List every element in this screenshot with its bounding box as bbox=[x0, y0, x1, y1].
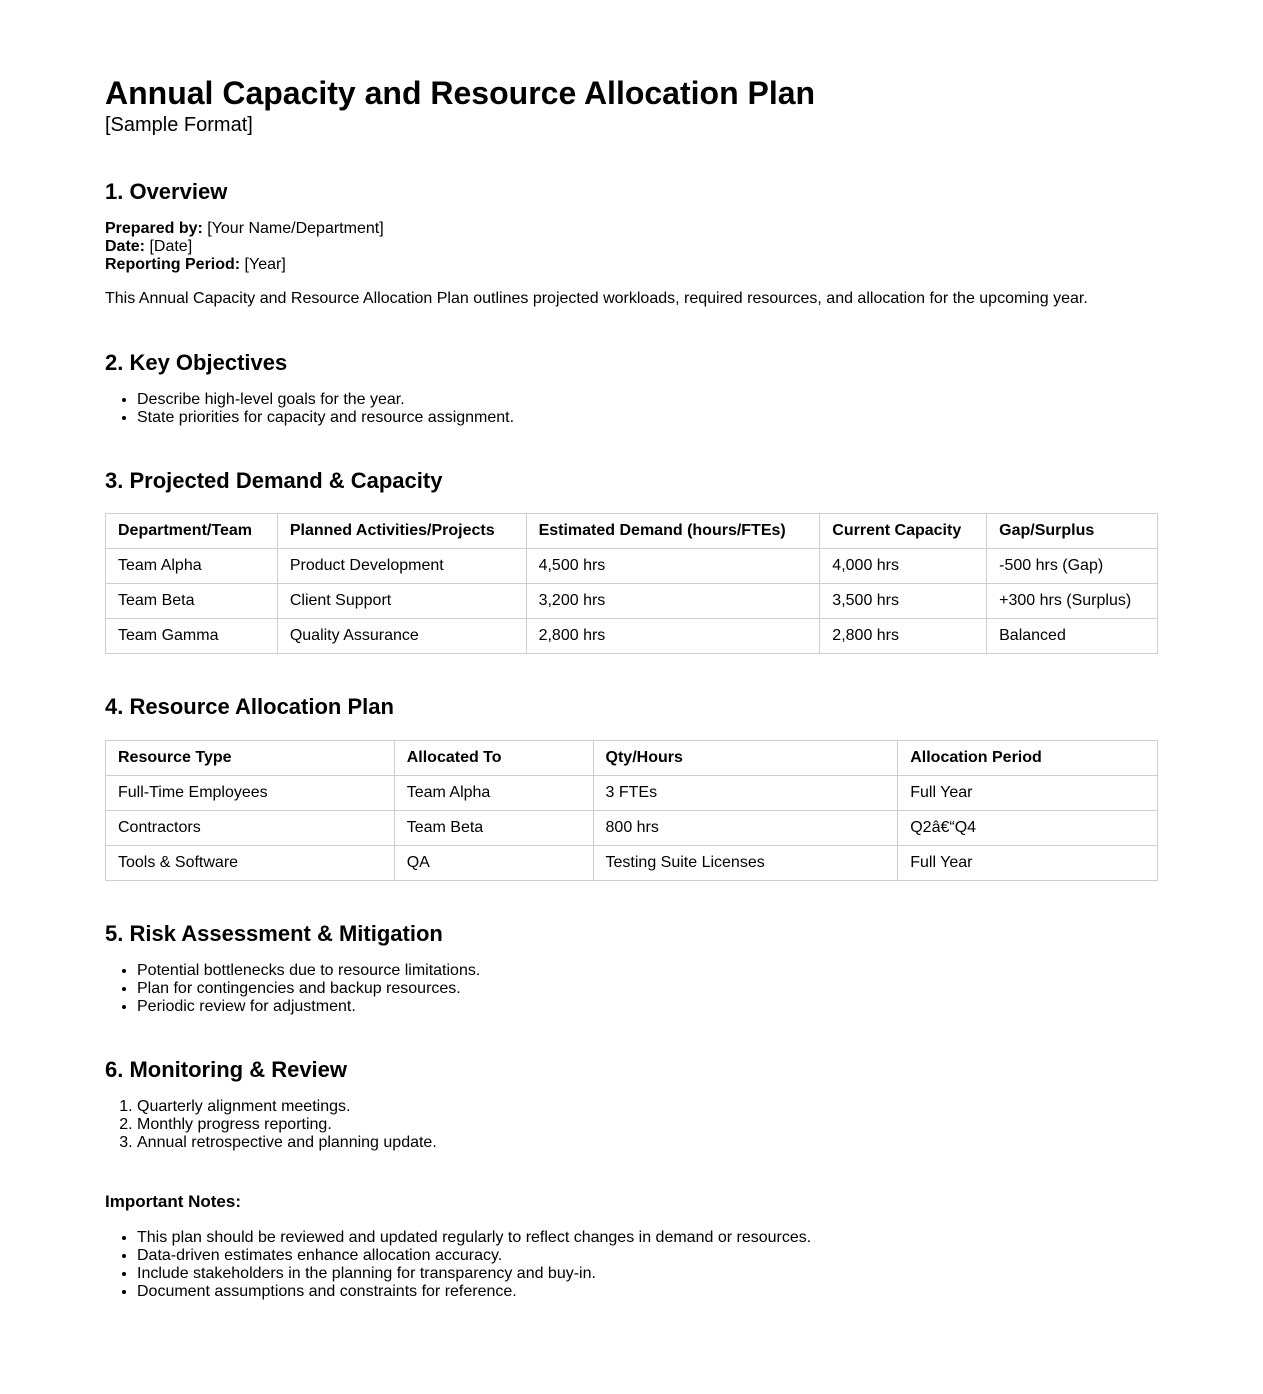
list-item: • State priorities for capacity and resource assignment. bbox=[137, 409, 514, 427]
table-cell: Testing Suite Licenses bbox=[593, 846, 898, 881]
monitoring-list bbox=[105, 1098, 437, 1152]
monitoring-heading: 6. Monitoring & Review bbox=[105, 1057, 348, 1082]
table-cell: 4,500 hrs bbox=[526, 549, 820, 584]
notes-list bbox=[105, 1229, 811, 1301]
table-cell: 3,500 hrs bbox=[820, 584, 987, 619]
page-title: Annual Capacity and Resource Allocation Plan bbox=[105, 75, 816, 111]
table-cell: Team Beta bbox=[106, 584, 278, 619]
list-item: • Describe high-level goals for the year. bbox=[137, 391, 514, 409]
table-cell: Team Alpha bbox=[394, 776, 593, 811]
list-item: • Include stakeholders in the planning for transparency and buy-in. bbox=[137, 1265, 811, 1283]
table-cell: Full Year bbox=[898, 776, 1158, 811]
column-header: Planned Activities/Projects bbox=[277, 514, 526, 549]
demand-table bbox=[105, 513, 1158, 654]
table-row bbox=[106, 619, 1158, 654]
date-value: [Date] bbox=[145, 238, 193, 255]
table-cell: Client Support bbox=[277, 584, 526, 619]
table-cell: Full Year bbox=[898, 846, 1158, 881]
column-header: Allocation Period bbox=[898, 741, 1158, 776]
table-cell: -500 hrs (Gap) bbox=[987, 549, 1158, 584]
reporting-period-label: Reporting Period: bbox=[105, 256, 241, 273]
table-cell: Contractors bbox=[106, 811, 395, 846]
risk-heading: 5. Risk Assessment & Mitigation bbox=[105, 921, 443, 946]
date-line bbox=[105, 238, 384, 256]
demand-heading: 3. Projected Demand & Capacity bbox=[105, 468, 443, 493]
table-cell: Q2â€“Q4 bbox=[898, 811, 1158, 846]
notes-title: Important Notes: bbox=[105, 1192, 241, 1211]
table-cell: 3,200 hrs bbox=[526, 584, 820, 619]
list-item: • Plan for contingencies and backup resources. bbox=[137, 980, 480, 998]
table-row bbox=[106, 846, 1158, 881]
table-cell: Balanced bbox=[987, 619, 1158, 654]
list-item: 3. Annual retrospective and planning update. bbox=[137, 1134, 437, 1152]
table-cell: 800 hrs bbox=[593, 811, 898, 846]
table-cell: Tools & Software bbox=[106, 846, 395, 881]
column-header: Department/Team bbox=[106, 514, 278, 549]
reporting-period-line bbox=[105, 256, 384, 274]
table-cell: Product Development bbox=[277, 549, 526, 584]
table-cell: Quality Assurance bbox=[277, 619, 526, 654]
table-cell: QA bbox=[394, 846, 593, 881]
prepared-by-value: [Your Name/Department] bbox=[202, 220, 384, 237]
table-row bbox=[106, 584, 1158, 619]
list-item: • This plan should be reviewed and updated regularly to reflect changes in demand or resources. bbox=[137, 1229, 811, 1247]
overview-paragraph: This Annual Capacity and Resource Allocation Plan outlines projected workloads, required resources, and allocation for the upcoming year. bbox=[105, 290, 1088, 307]
list-item: • Data-driven estimates enhance allocation accuracy. bbox=[137, 1247, 811, 1265]
overview-heading: 1. Overview bbox=[105, 179, 228, 204]
table-row bbox=[106, 776, 1158, 811]
page-subtitle: [Sample Format] bbox=[105, 114, 253, 136]
column-header: Allocated To bbox=[394, 741, 593, 776]
table-row bbox=[106, 811, 1158, 846]
table-header-row bbox=[106, 514, 1158, 549]
table-cell: Team Beta bbox=[394, 811, 593, 846]
table-cell: Team Alpha bbox=[106, 549, 278, 584]
list-item: 2. Monthly progress reporting. bbox=[137, 1116, 437, 1134]
table-row bbox=[106, 549, 1158, 584]
list-item: • Document assumptions and constraints for reference. bbox=[137, 1283, 811, 1301]
column-header: Estimated Demand (hours/FTEs) bbox=[526, 514, 820, 549]
table-header-row bbox=[106, 741, 1158, 776]
list-item: • Potential bottlenecks due to resource limitations. bbox=[137, 962, 480, 980]
table-cell: Full-Time Employees bbox=[106, 776, 395, 811]
table-cell: Team Gamma bbox=[106, 619, 278, 654]
list-item: 1. Quarterly alignment meetings. bbox=[137, 1098, 437, 1116]
objectives-heading: 2. Key Objectives bbox=[105, 350, 288, 375]
column-header: Qty/Hours bbox=[593, 741, 898, 776]
table-cell: 2,800 hrs bbox=[820, 619, 987, 654]
overview-meta bbox=[105, 220, 384, 274]
table-cell: +300 hrs (Surplus) bbox=[987, 584, 1158, 619]
allocation-heading: 4. Resource Allocation Plan bbox=[105, 694, 394, 719]
column-header: Gap/Surplus bbox=[987, 514, 1158, 549]
objectives-list bbox=[105, 391, 514, 427]
column-header: Resource Type bbox=[106, 741, 395, 776]
table-cell: 2,800 hrs bbox=[526, 619, 820, 654]
column-header: Current Capacity bbox=[820, 514, 987, 549]
list-item: • Periodic review for adjustment. bbox=[137, 998, 480, 1016]
prepared-by-line bbox=[105, 220, 384, 238]
table-cell: 3 FTEs bbox=[593, 776, 898, 811]
allocation-table bbox=[105, 740, 1158, 881]
table-cell: 4,000 hrs bbox=[820, 549, 987, 584]
risk-list bbox=[105, 962, 480, 1016]
prepared-by-label: Prepared by: bbox=[105, 220, 203, 237]
date-label: Date: bbox=[105, 238, 146, 255]
reporting-period-value: [Year] bbox=[240, 256, 286, 273]
